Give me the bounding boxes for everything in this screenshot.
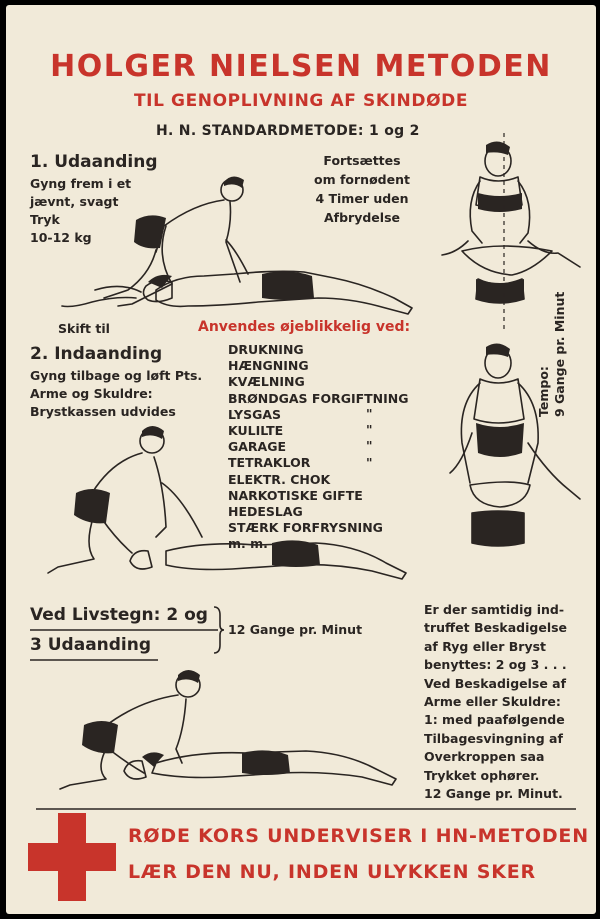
condition-item: KULILTE <box>228 423 284 439</box>
underline-lifesigns <box>30 628 220 632</box>
condition-item: GARAGE <box>228 439 287 455</box>
step1-line: 10-12 kg <box>30 230 92 245</box>
injury-line: Er der samtidig ind- <box>424 602 565 617</box>
condition-item: NARKOTISKE GIFTE <box>228 487 363 503</box>
illustration-front-view-1 <box>432 133 592 333</box>
injury-line: Trykket ophører. <box>424 767 540 783</box>
condition-item: HÆNGNING <box>228 358 309 374</box>
patient-shorts <box>262 271 314 300</box>
poster-card <box>6 5 596 914</box>
ditto-mark: " <box>366 422 373 438</box>
footer-line2: LÆR DEN NU, INDEN ULYKKEN SKER <box>128 861 536 883</box>
tempo-line: 9 Gange pr. Minut <box>552 291 567 417</box>
lifesigns-label: Ved Livstegn: <box>30 605 161 625</box>
injury-line: Ved Beskadigelse af <box>424 675 567 691</box>
injury-line: benyttes: 2 og 3 . . . <box>424 657 567 673</box>
lifesigns-line1 <box>30 605 208 625</box>
poster-subtitle: TIL GENOPLIVNING AF SKINDØDE <box>133 91 469 111</box>
tempo-line: Tempo: <box>536 366 551 417</box>
patient-shorts-2 <box>272 540 320 567</box>
front-patient-shorts-1 <box>476 279 524 303</box>
illustration-step2 <box>36 423 426 593</box>
ditto-mark: " <box>366 454 373 470</box>
front-shorts-2 <box>476 423 524 457</box>
step2-line: Arme og Skuldre: <box>30 386 153 401</box>
illustration-front-view-2 <box>432 343 592 563</box>
brace <box>212 605 226 655</box>
ditto-mark: " <box>366 438 373 454</box>
condition-item: ELEKTR. CHOK <box>228 471 331 487</box>
step2-title: 2. Indaanding <box>30 344 163 364</box>
illustration-lifesigns <box>36 665 416 795</box>
step1-line: Tryk <box>30 212 60 227</box>
continue-line: Fortsættes <box>323 153 401 168</box>
illustration-step1 <box>36 170 426 320</box>
lifesigns-steps: 2 og <box>166 605 208 625</box>
condition-item: m. m. <box>228 536 268 552</box>
front-shorts-1 <box>478 193 522 212</box>
injury-line: Overkroppen saa <box>424 749 545 765</box>
ditto-mark: " <box>366 406 373 421</box>
injury-line: Arme eller Skuldre: <box>424 694 561 710</box>
red-cross-icon <box>28 813 116 901</box>
injury-line: 12 Gange pr. Minut. <box>424 786 563 802</box>
condition-item: HEDESLAG <box>228 504 303 520</box>
continue-line: 4 Timer uden <box>315 191 409 206</box>
continue-line: Afbrydelse <box>323 210 400 225</box>
injury-line: truffet Beskadigelse <box>424 620 568 636</box>
condition-item: KVÆLNING <box>228 374 305 390</box>
injury-note <box>424 601 594 803</box>
rescuer-shorts-2 <box>74 489 110 523</box>
footer-divider <box>36 807 576 811</box>
condition-item: LYSGAS <box>228 406 282 422</box>
step2-text <box>30 367 202 421</box>
poster-title: HOLGER NIELSEN METODEN <box>50 49 552 84</box>
injury-line: 1: med paafølgende <box>424 712 565 728</box>
step1-title: 1. Udaanding <box>30 152 158 172</box>
condition-item: STÆRK FORFRYSNING <box>228 520 383 536</box>
step1-line: Gyng frem i et <box>30 176 132 191</box>
condition-item: DRUKNING <box>228 342 304 357</box>
patient-shorts-3 <box>242 750 290 775</box>
footer-line1: RØDE KORS UNDERVISER I HN-METODEN <box>128 825 589 847</box>
switch-label: Skift til <box>58 321 110 336</box>
condition-item: BRØNDGAS FORGIFTNING <box>228 390 409 406</box>
standard-method: H. N. STANDARDMETODE: 1 og 2 <box>156 123 420 139</box>
step1-line: jævnt, svagt <box>30 194 119 209</box>
injury-line: Tilbagesvingning af <box>424 730 563 746</box>
rescuer-shorts <box>134 215 166 248</box>
step2-line: Gyng tilbage og løft Pts. <box>30 368 203 383</box>
underline-udaanding <box>30 658 160 662</box>
injury-line: af Ryg eller Bryst <box>424 638 547 654</box>
use-heading: Anvendes øjeblikkelig ved: <box>198 319 411 335</box>
lifesigns-frequency: 12 Gange pr. Minut <box>228 622 363 637</box>
condition-item: TETRAKLOR <box>228 455 311 471</box>
step2-line: Brystkassen udvides <box>30 404 176 419</box>
lifesigns-line2: 3 Udaanding <box>30 635 152 655</box>
continue-line: om fornødent <box>314 172 410 187</box>
rescuer-shorts-3 <box>82 721 118 753</box>
front-patient-shorts-2 <box>472 511 524 546</box>
